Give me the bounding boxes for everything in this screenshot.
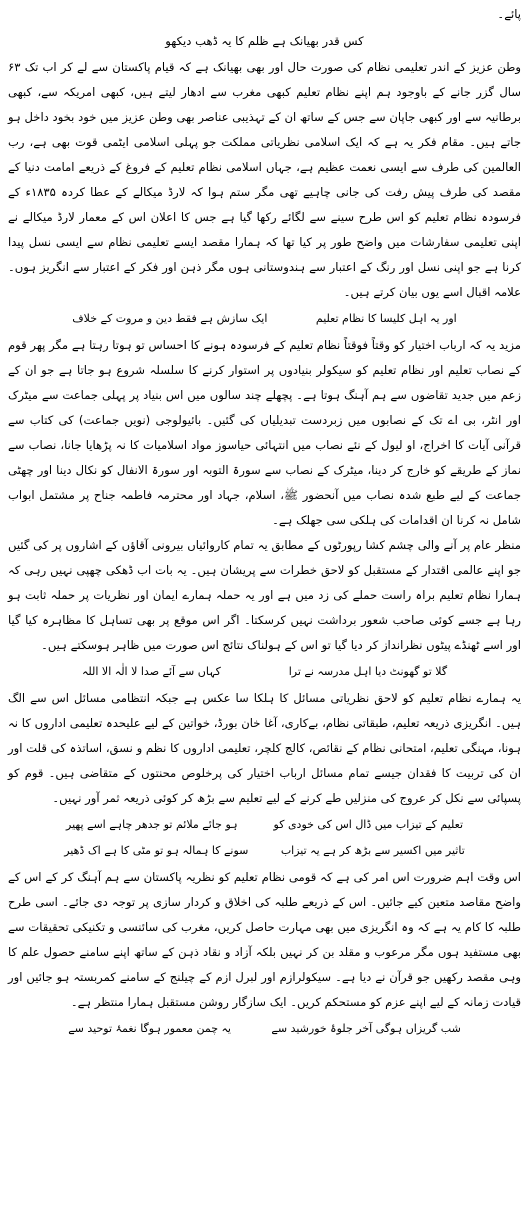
closing-couplet [48, 1017, 481, 1041]
iqbal-couplet-1 [48, 307, 481, 331]
paragraph-3: منظر عام پر آنے والی چشم کشا رپورٹوں کے مطابق یہ تمام کاروائیاں بیرونی آقاؤں کے اشاروں پر کی گئیں جو اپنے عالمی اقتدار کے مستقبل کو لاحق خطرات سے پریشان ہیں۔ یہ بات اب ڈھکی چھپی نہیں رہی کہ ہمارا نظام تعلیم براہ راست حملے کی زد میں ہے اور یہ حملہ ہمارے ایمان اور نظریات پر حملہ ثابت ہو رہا ہے جسے کوئی صاحب شعور برداشت نہیں کرسکتا۔ اگر اس موقع پر بھی تساہل کا مظاہرہ کیا گیا اور اسے ٹھنڈے پیٹوں نظرانداز کر دیا گیا تو اس کے ہولناک نتائج اس صورت میں ظاہر ہوسکتے ہیں۔ [8, 538, 521, 652]
verse-3-line1-right: تعلیم کے تیزاب میں ڈال اس کی خودی کو [273, 818, 464, 831]
couplet-1-left: ایک سازش ہے فقط دین و مروت کے خلاف [72, 312, 268, 325]
paragraph-1: وطن عزیز کے اندر تعلیمی نظام کی صورت حال اور بھی بھیانک ہے کہ قیام پاکستان سے لے کر اب تک ۶۳ سال گزر جانے کے باوجود ہم اپنے نظام تعلیم کبھی مغرب سے ادھار لیتے ہیں، کبھی امریکہ سے، کبھی برطانیہ سے اور کبھی جاپان سے جس کے ساتھ ان کے تہذیبی عناصر بھی وطن عزیز میں خود بخود داخل ہو جاتے ہیں۔ مقام فکر یہ ہے کہ ایک اسلامی نظریاتی مملکت جو پہلی اسلامی ایٹمی قوت بھی ہے، رب العالمین کی طرف سے ایسی نعمت عظیم ہے، جہاں اسلامی نظام تعلیم کے فروغ کے ذریعے امامت دنیا کے مقصد کی طرف پیش رفت کی جانی چاہیے تھی مگر ستم ہوا کہ لارڈ میکالے کے عطا کردہ ۱۸۳۵ء کے فرسودہ نظام تعلیم کو اس طرح سینے سے لگائے رکھا گیا ہے جس کا اعلان اس کے معمار لارڈ میکالے نے اپنی تعلیمی سفارشات میں واضح طور پر کیا تھا کہ ہمارا مقصد ایسے تعلیمی نظام سے ایسی نسل پیدا کرنا ہے جو اپنی نسل اور رنگ کے اعتبار سے ہندوستانی ہوں مگر ذہن اور فکر کے اعتبار سے انگریز ہوں۔ علامہ اقبال اسے یوں بیان کرتے ہیں۔ [8, 60, 521, 299]
closing-couplet-left: یہ چمن معمور ہوگا نغمۂ توحید سے [68, 1022, 231, 1035]
couplet-2-left: کہاں سے آئے صدا لا الٰہ الا اللہ [81, 665, 221, 678]
verse-3-line1-left: ہو جائے ملائم تو جدھر چاہے اسے پھیر [66, 818, 238, 831]
iqbal-couplet-2 [48, 660, 481, 684]
iqbal-verse-3-line-2 [48, 839, 481, 863]
paragraph-4: یہ ہمارے نظام تعلیم کو لاحق نظریاتی مسائل کا ہلکا سا عکس ہے جبکہ انتظامی مسائل اس سے الگ ہیں۔ انگریزی ذریعہ تعلیم، طبقاتی نظام، بےکاری، آغا خان بورڈ، خواتین کے لیے علیحدہ تعلیمی اداروں کا نہ ہونا، مہنگی تعلیم، امتحانی نظام کے نقائص، کالج کلچر، تعلیمی اداروں کا نظم و نسق، اساتذہ کی قلت اور ان کی تربیت کا فقدان جیسے تمام مسائل ارباب اختیار کی پرخلوص محنتوں کے متقاضی ہیں۔ قوم کو پسپائی سے نکل کر عروج کی منزلیں طے کرنے کے لیے تعلیم سے بڑھ کر کوئی ذریعہ ثمر آور نہیں۔ [8, 691, 521, 805]
verse-3-line2-right: تاثیر میں اکسیر سے بڑھ کر ہے یہ تیزاب [280, 844, 465, 857]
paragraph-2: مزید یہ کہ ارباب اختیار کو وقتاً فوقتاً نظام تعلیم کے فرسودہ ہونے کا احساس تو ہوتا رہتا ہے مگر پھر قوم کے نصاب تعلیم اور نظام تعلیم کو سیکولر بنیادوں پر استوار کرنے کا سلسلہ شروع ہو جاتا ہے جو ان کے زعم میں جدید تقاضوں سے ہم آہنگ ہوتا ہے۔ پچھلے چند سالوں میں اس بنیاد پر پہلی جماعت سے میٹرک اور انٹر، بی اے تک کے نصابوں میں زبردست تبدیلیاں کی گئیں۔ بائیولوجی (نویں جماعت) کی کتاب سے قرآنی آیات کا اخراج، او لیول کے نئے نصاب میں انتہائی حیاسوز مواد اسلامیات کا نہ پڑھایا جانا، نصاب سے نماز کے طریقے کو خارج کر دینا، میٹرک کے نصاب سے سورۃ التوبہ اور سورۃ الانفال کو نکال دینا اور چھٹی جماعت کے لیے طبع شدہ نصاب میں آنحضور ﷺ، اسلام، جہاد اور محترمہ فاطمہ جناح پر مشتمل ابواب شامل نہ کرنا ان اقدامات کی ہلکی سی جھلک ہے۔ [8, 338, 521, 527]
verse-3-line2-left: سونے کا ہمالہ ہو تو مٹی کا ہے اک ڈھیر [64, 844, 249, 857]
iqbal-verse-3-line-1 [48, 813, 481, 837]
couplet-1-right: اور یہ اہل کلیسا کا نظام تعلیم [315, 312, 457, 325]
verse-heading: کس قدر بھیانک ہے ظلم کا یہ ڈھب دیکھو [165, 34, 364, 48]
closing-couplet-right: شب گریزاں ہوگی آخر جلوۂ خورشید سے [271, 1022, 461, 1035]
opening-line: پائے۔ [497, 7, 521, 21]
paragraph-5: اس وقت اہم ضرورت اس امر کی ہے کہ قومی نظام تعلیم کو نظریہ پاکستان سے ہم آہنگ کر کے اس کے واضح مقاصد متعین کیے جائیں۔ اس کے ذریعے طلبہ کی اخلاق و کردار سازی پر توجہ دی جائے۔ اسی طرح طلبہ کا کام یہ ہے کہ وہ انگریزی میں بھی مہارت حاصل کریں، مغرب کی سائنسی و تکنیکی تحقیقات سے بھی مستفید ہوں مگر مرعوب و مقلد بن کر نہیں بلکہ آزاد و نقاد ذہن کے ساتھ اپنے سامنے حصول علم کا وہی مقصد رکھیں جو قرآن نے دیا ہے۔ سیکولرازم اور لبرل ازم کے چیلنج کے سامنے کمربستہ ہو جائیں اور قیادت زمانہ کے لیے اپنے عزم کو مستحکم کریں۔ ایک سازگار روشن مستقبل ہمارا منتظر ہے۔ [8, 870, 521, 1009]
couplet-2-right: گلا تو گھونٹ دیا اہل مدرسہ نے ترا [288, 665, 448, 678]
